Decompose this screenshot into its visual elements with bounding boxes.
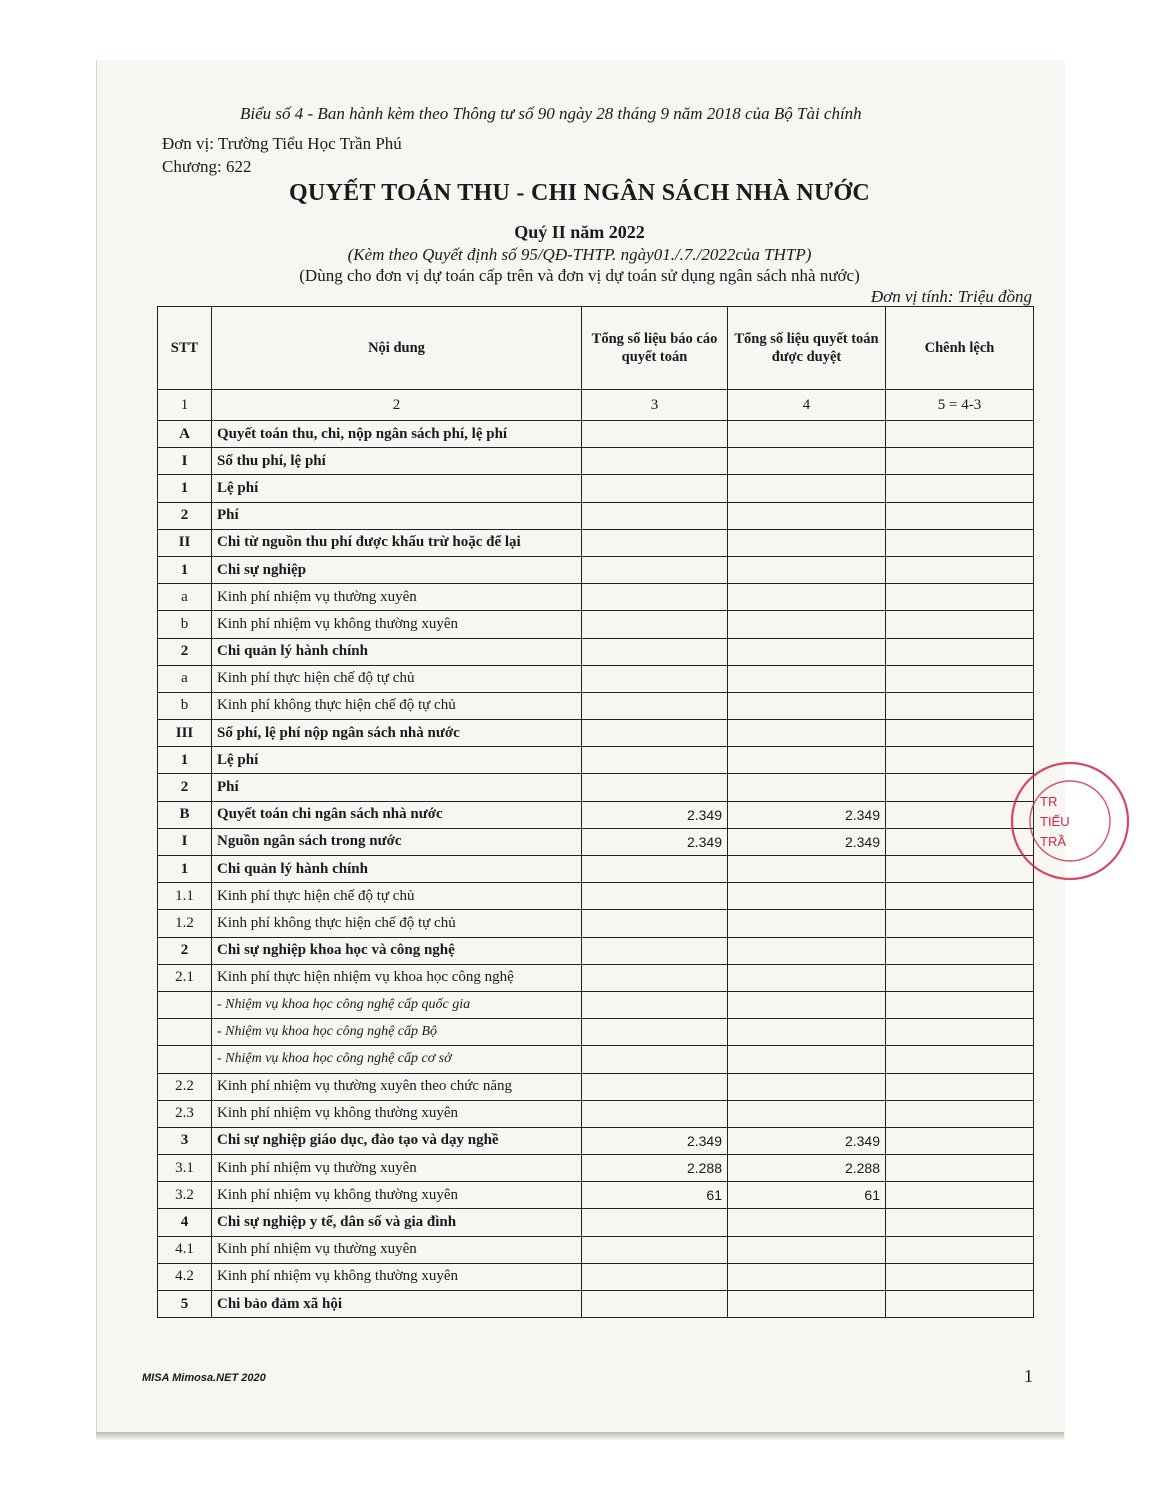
table-row [158, 665, 1034, 692]
row-content: Kinh phí nhiệm vụ thường xuyên [212, 1236, 582, 1263]
row-content: Chi sự nghiệp giáo dục, đào tạo và dạy nghề [212, 1127, 582, 1154]
row-approved [728, 692, 886, 719]
row-approved [728, 584, 886, 611]
usage-note: (Dùng cho đơn vị dự toán cấp trên và đơn vị dự toán sử dụng ngân sách nhà nước) [299, 266, 860, 285]
header-difference: Chênh lệch [886, 307, 1034, 390]
row-stt: a [158, 665, 212, 692]
table-row [158, 801, 1034, 828]
row-reported [582, 448, 728, 475]
row-difference [886, 1046, 1034, 1073]
row-approved [728, 1291, 886, 1318]
row-difference [886, 1291, 1034, 1318]
row-approved [728, 556, 886, 583]
row-reported [582, 1019, 728, 1046]
row-content: Kinh phí thực hiện nhiệm vụ khoa học công nghệ [212, 964, 582, 991]
row-difference [886, 910, 1034, 937]
table-row [158, 1155, 1034, 1182]
row-content: Quyết toán thu, chi, nộp ngân sách phí, lệ phí [212, 421, 582, 448]
column-number: 5 = 4-3 [886, 390, 1034, 421]
table-row [158, 883, 1034, 910]
row-difference [886, 883, 1034, 910]
page-edge [96, 1432, 1064, 1440]
row-reported [582, 964, 728, 991]
row-reported [582, 883, 728, 910]
row-reported: 61 [582, 1182, 728, 1209]
row-difference [886, 720, 1034, 747]
row-difference [886, 638, 1034, 665]
row-content: Phí [212, 774, 582, 801]
table-row [158, 1209, 1034, 1236]
row-approved: 2.349 [728, 828, 886, 855]
row-reported [582, 638, 728, 665]
table-row [158, 828, 1034, 855]
table-row [158, 584, 1034, 611]
row-stt: 3.1 [158, 1155, 212, 1182]
row-reported: 2.349 [582, 801, 728, 828]
row-stt: 5 [158, 1291, 212, 1318]
row-content: Chi quản lý hành chính [212, 638, 582, 665]
table-row [158, 937, 1034, 964]
header-reported: Tổng số liệu báo cáo quyết toán [582, 307, 728, 390]
row-approved [728, 502, 886, 529]
row-reported [582, 937, 728, 964]
row-content: Kinh phí thực hiện chế độ tự chủ [212, 665, 582, 692]
official-seal [1000, 756, 1130, 886]
row-reported [582, 1263, 728, 1290]
row-approved [728, 856, 886, 883]
row-stt: 3 [158, 1127, 212, 1154]
row-stt: B [158, 801, 212, 828]
row-reported [582, 1073, 728, 1100]
row-reported [582, 910, 728, 937]
table-row [158, 1046, 1034, 1073]
row-stt: 4.2 [158, 1263, 212, 1290]
row-difference [886, 1182, 1034, 1209]
form-reference: Biểu số 4 - Ban hành kèm theo Thông tư số 90 ngày 28 tháng 9 năm 2018 của Bộ Tài chính [240, 104, 862, 123]
row-stt: 2.2 [158, 1073, 212, 1100]
column-number: 2 [212, 390, 582, 421]
row-content: Kinh phí nhiệm vụ thường xuyên [212, 584, 582, 611]
row-content: Số phí, lệ phí nộp ngân sách nhà nước [212, 720, 582, 747]
row-approved [728, 665, 886, 692]
row-reported [582, 556, 728, 583]
row-approved [728, 747, 886, 774]
column-number: 4 [728, 390, 886, 421]
row-difference [886, 584, 1034, 611]
row-reported [582, 692, 728, 719]
row-content: Lệ phí [212, 747, 582, 774]
seal-text: TR [1040, 794, 1058, 809]
row-difference [886, 421, 1034, 448]
row-stt: II [158, 529, 212, 556]
row-approved [728, 611, 886, 638]
row-reported [582, 747, 728, 774]
table-row [158, 421, 1034, 448]
row-approved [728, 529, 886, 556]
row-reported [582, 1046, 728, 1073]
row-reported [582, 1291, 728, 1318]
row-content: Kinh phí nhiệm vụ không thường xuyên [212, 1182, 582, 1209]
table-row [158, 910, 1034, 937]
row-reported [582, 1100, 728, 1127]
row-approved [728, 448, 886, 475]
table-row [158, 964, 1034, 991]
software-brand: MISA Mimosa.NET 2020 [142, 1372, 266, 1384]
row-stt: 1.2 [158, 910, 212, 937]
row-approved [728, 720, 886, 747]
row-difference [886, 1155, 1034, 1182]
row-approved [728, 1236, 886, 1263]
row-approved [728, 910, 886, 937]
row-stt: 2 [158, 638, 212, 665]
row-content: Quyết toán chi ngân sách nhà nước [212, 801, 582, 828]
row-stt: a [158, 584, 212, 611]
row-difference [886, 475, 1034, 502]
row-approved [728, 991, 886, 1018]
row-difference [886, 529, 1034, 556]
row-content: - Nhiệm vụ khoa học công nghệ cấp cơ sở [212, 1046, 582, 1073]
row-stt: 1 [158, 475, 212, 502]
settlement-table [157, 306, 1034, 1318]
row-approved [728, 883, 886, 910]
table-row [158, 1019, 1034, 1046]
row-approved [728, 1019, 886, 1046]
row-stt: 1.1 [158, 883, 212, 910]
row-content: Kinh phí nhiệm vụ thường xuyên theo chức năng [212, 1073, 582, 1100]
row-content: Chi sự nghiệp [212, 556, 582, 583]
table-row [158, 611, 1034, 638]
row-approved: 2.288 [728, 1155, 886, 1182]
row-stt: 1 [158, 556, 212, 583]
row-reported [582, 611, 728, 638]
table-row [158, 720, 1034, 747]
row-reported [582, 774, 728, 801]
row-content: Chi từ nguồn thu phí được khấu trừ hoặc để lại [212, 529, 582, 556]
row-difference [886, 937, 1034, 964]
row-content: Kinh phí thực hiện chế độ tự chủ [212, 883, 582, 910]
row-reported [582, 502, 728, 529]
row-content: Chi quản lý hành chính [212, 856, 582, 883]
row-approved: 2.349 [728, 801, 886, 828]
row-reported [582, 665, 728, 692]
row-content: Số thu phí, lệ phí [212, 448, 582, 475]
row-content: - Nhiệm vụ khoa học công nghệ cấp Bộ [212, 1019, 582, 1046]
row-difference [886, 665, 1034, 692]
table-row [158, 1291, 1034, 1318]
row-content: Kinh phí nhiệm vụ không thường xuyên [212, 611, 582, 638]
row-stt: b [158, 692, 212, 719]
column-number: 3 [582, 390, 728, 421]
row-reported: 2.288 [582, 1155, 728, 1182]
row-stt [158, 991, 212, 1018]
row-stt: 4 [158, 1209, 212, 1236]
row-reported [582, 1236, 728, 1263]
row-difference [886, 1127, 1034, 1154]
row-content: Kinh phí không thực hiện chế độ tự chủ [212, 910, 582, 937]
row-reported [582, 529, 728, 556]
row-difference [886, 964, 1034, 991]
table-row [158, 1127, 1034, 1154]
row-stt: 2.1 [158, 964, 212, 991]
row-reported [582, 475, 728, 502]
table-row [158, 502, 1034, 529]
row-content: Kinh phí nhiệm vụ thường xuyên [212, 1155, 582, 1182]
row-stt: 2 [158, 937, 212, 964]
row-difference [886, 1236, 1034, 1263]
table-row [158, 1236, 1034, 1263]
period-line: Quý II năm 2022 [514, 222, 645, 242]
header-content: Nội dung [212, 307, 582, 390]
row-approved [728, 421, 886, 448]
page-number: 1 [1024, 1366, 1033, 1386]
row-content: - Nhiệm vụ khoa học công nghệ cấp quốc gia [212, 991, 582, 1018]
seal-text: TRẦ [1040, 834, 1066, 849]
row-difference [886, 611, 1034, 638]
row-approved: 2.349 [728, 1127, 886, 1154]
row-stt: b [158, 611, 212, 638]
row-stt: I [158, 448, 212, 475]
row-approved [728, 1100, 886, 1127]
row-content: Kinh phí không thực hiện chế độ tự chủ [212, 692, 582, 719]
table-row [158, 747, 1034, 774]
row-difference [886, 502, 1034, 529]
row-stt: 2 [158, 502, 212, 529]
page-title: QUYẾT TOÁN THU - CHI NGÂN SÁCH NHÀ NƯỚC [288, 180, 871, 206]
table-row [158, 774, 1034, 801]
row-approved [728, 638, 886, 665]
row-approved [728, 475, 886, 502]
row-stt: 1 [158, 747, 212, 774]
row-approved [728, 774, 886, 801]
row-stt: 2 [158, 774, 212, 801]
table-row [158, 638, 1034, 665]
row-content: Kinh phí nhiệm vụ không thường xuyên [212, 1263, 582, 1290]
row-approved [728, 1073, 886, 1100]
row-content: Chi bảo đảm xã hội [212, 1291, 582, 1318]
row-approved: 61 [728, 1182, 886, 1209]
row-content: Kinh phí nhiệm vụ không thường xuyên [212, 1100, 582, 1127]
row-approved [728, 1209, 886, 1236]
row-stt: 2.3 [158, 1100, 212, 1127]
table-row [158, 692, 1034, 719]
row-difference [886, 692, 1034, 719]
chapter-line: Chương: 622 [162, 157, 252, 176]
table-row [158, 856, 1034, 883]
row-approved [728, 1046, 886, 1073]
column-number-row [158, 390, 1034, 421]
table-row [158, 1263, 1034, 1290]
table-row [158, 475, 1034, 502]
row-difference [886, 448, 1034, 475]
row-stt: I [158, 828, 212, 855]
row-difference [886, 556, 1034, 583]
table-row [158, 556, 1034, 583]
header-approved: Tổng số liệu quyết toán được duyệt [728, 307, 886, 390]
row-content: Chi sự nghiệp khoa học và công nghệ [212, 937, 582, 964]
row-approved [728, 1263, 886, 1290]
row-stt [158, 1019, 212, 1046]
row-approved [728, 937, 886, 964]
row-reported [582, 856, 728, 883]
row-difference [886, 991, 1034, 1018]
row-stt: III [158, 720, 212, 747]
table-row [158, 1182, 1034, 1209]
row-difference [886, 1073, 1034, 1100]
row-difference [886, 1100, 1034, 1127]
row-difference [886, 1019, 1034, 1046]
row-reported [582, 1209, 728, 1236]
table-row [158, 1073, 1034, 1100]
row-content: Nguồn ngân sách trong nước [212, 828, 582, 855]
header-stt: STT [158, 307, 212, 390]
row-stt: A [158, 421, 212, 448]
seal-text: TIẾU [1040, 814, 1070, 829]
column-number: 1 [158, 390, 212, 421]
row-reported: 2.349 [582, 1127, 728, 1154]
table-row [158, 448, 1034, 475]
table-row [158, 1100, 1034, 1127]
row-reported [582, 991, 728, 1018]
row-stt: 3.2 [158, 1182, 212, 1209]
currency-unit: Đơn vị tính: Triệu đồng [870, 287, 1032, 306]
row-content: Chi sự nghiệp y tế, dân số và gia đình [212, 1209, 582, 1236]
row-reported [582, 584, 728, 611]
row-difference [886, 1209, 1034, 1236]
row-stt: 4.1 [158, 1236, 212, 1263]
decision-reference: (Kèm theo Quyết định số 95/QĐ-THTP. ngày01./.7./2022của THTP) [347, 245, 812, 264]
row-stt [158, 1046, 212, 1073]
row-difference [886, 1263, 1034, 1290]
table-row [158, 529, 1034, 556]
row-content: Lệ phí [212, 475, 582, 502]
row-content: Phí [212, 502, 582, 529]
row-reported [582, 720, 728, 747]
row-reported: 2.349 [582, 828, 728, 855]
unit-line: Đơn vị: Trường Tiểu Học Trần Phú [162, 134, 402, 153]
row-stt: 1 [158, 856, 212, 883]
row-approved [728, 964, 886, 991]
row-reported [582, 421, 728, 448]
table-row [158, 991, 1034, 1018]
